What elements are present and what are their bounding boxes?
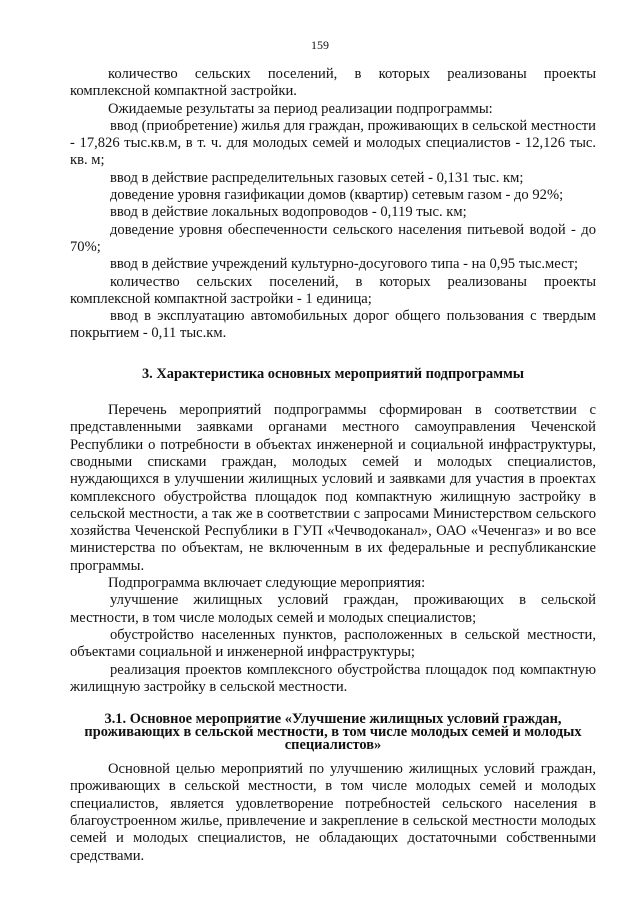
list-item: реализация проектов комплексного обустройства площадок под компактную жилищную застройку в сельской местности. [70, 661, 596, 695]
subsection-heading: 3.1. Основное мероприятие «Улучшение жилищных условий граждан, проживающих в сельской местности, в том числе молодых семей и молодых специалистов» [84, 711, 582, 754]
list-item: ввод в действие распределительных газовых сетей - 0,131 тыс. км; [110, 169, 524, 186]
list-item: обустройство населенных пунктов, расположенных в сельской местности, объектами социальной и инженерной инфраструктуры; [70, 626, 596, 661]
list-item: доведение уровня обеспеченности сельского населения питьевой водой - до 70%; [70, 221, 596, 255]
paragraph: Перечень мероприятий подпрограммы сформирован в соответствии с представленными заявками органами местного самоуправления Чеченской Республики о потребности в объектах инженерной и социальной инфраструктуры, сводными списками граждан, молодых семей и молодых специалистов, нуждающихся в улучшении жилищных условий и заявками для участия в проектах комплексного обустройства площадок под компактную жилищную застройку в сельской местности, а так же в соответствии с запросами Министерством сельского хозяйства Чеченской Республики в ГУП «Чечводоканал», ОАО «Чеченгаз» и во все министерства по объектам, не включенным в их федеральные и республиканские программы. [70, 402, 596, 574]
list-item: ввод в действие учреждений культурно-досугового типа - на 0,95 тыс.мест; [110, 256, 578, 273]
list-item: количество сельских поселений, в которых реализованы проекты комплексной компактной застройки - 1 единица; [70, 273, 596, 307]
paragraph: Подпрограмма включает следующие мероприятия: [108, 575, 426, 592]
list-item: улучшение жилищных условий граждан, проживающих в сельской местности, в том числе молодых семей и молодых специалистов; [70, 592, 596, 626]
page-content [70, 66, 596, 865]
paragraph: Основной целью мероприятий по улучшению жилищных условий граждан, проживающих в сельской местности, в том числе молодых семей и молодых специалистов, является удовлетворение потребностей сельского населения в благоустроенном жилье, привлечение и закрепление в сельской местности молодых семей и молодых специалистов, не обладающих достаточными собственными средствами. [70, 761, 596, 864]
page-number: 159 [311, 38, 329, 52]
paragraph: Ожидаемые результаты за период реализации подпрограммы: [108, 100, 493, 117]
paragraph: количество сельских поселений, в которых реализованы проекты комплексной компактной застройки. [70, 66, 596, 100]
list-item: ввод (приобретение) жилья для граждан, проживающих в сельской местности - 17,826 тыс.кв.м, в т. ч. для молодых семей и молодых специалистов - 12,126 тыс. кв. м; [70, 117, 596, 169]
list-item: ввод в эксплуатацию автомобильных дорог общего пользования с твердым покрытием - 0,11 тыс.км. [70, 308, 596, 342]
list-item: ввод в действие локальных водопроводов - 0,119 тыс. км; [110, 204, 467, 221]
section-heading: 3. Характеристика основных мероприятий подпрограммы [141, 365, 525, 382]
list-item: доведение уровня газификации домов (квартир) сетевым газом - до 92%; [110, 187, 564, 204]
